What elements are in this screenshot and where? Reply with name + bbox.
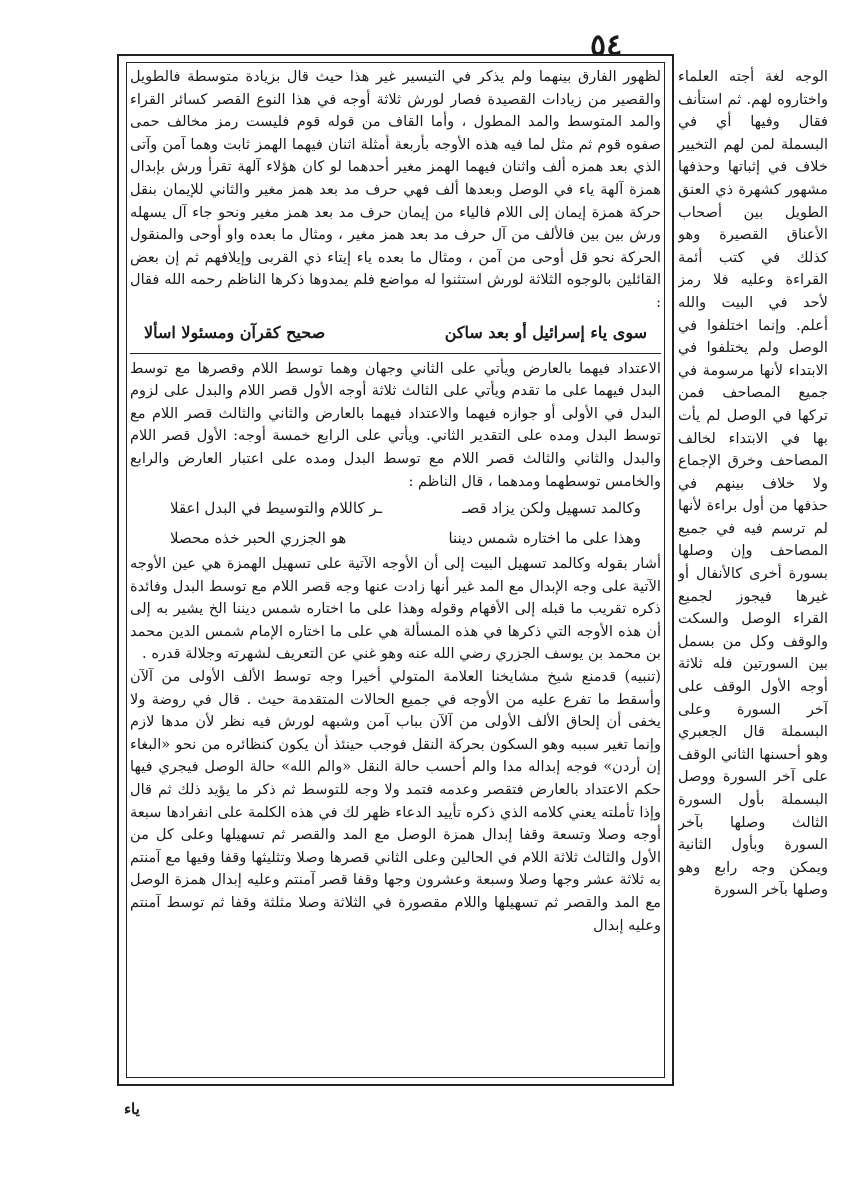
main-text-column [130,66,661,1074]
verse-hemistich-first: سوى ياء إسرائيل أو بعد ساكن [444,322,647,342]
couplet-2-first: وهذا على ما اختاره شمس ديننا [448,529,641,548]
main-paragraph-3: أشار بقوله وكالمد تسهيل البيت إلى أن الأوجه الآتية على تسهيل الهمزة هي عين الأوجه الآتية على وجه الإبدال مع المد غير أنها زادت عنها وجه قصر اللام مع توسط البدل وفائدة ذكره تقريب ما قبله إلى الأفهام وقوله وهذا على ما اختاره شمس ديننا الخ يشير به إلى أن هذه الأوجه التي ذكرها في هذه المسألة هي على ما اختاره الإمام شمس الدين محمد بن محمد بن يوسف الجزري رضي الله عنه وهو غني عن التعريف لشهرته وجلالة قدره . [130,555,661,663]
verse-line [130,315,661,349]
section-divider [130,353,661,354]
verse-hemistich-second: صحيح كقرآن ومسئولا اسألا [144,322,326,342]
main-paragraph-2: الاعتداد فيهما بالعارض ويأتي على الثاني وجهان وهما توسط اللام وقصرها مع توسط البدل فيهما على ما تقدم ويأتي على الثالث ثلاثة أوجه الأول قصر اللام والبدل على لزوم البدل في الأولى أو جوازه فيهما والاعتداد فيهما بالعارض والثاني والثالث قصر اللام مع توسط البدل ومده على التقدير الثاني. ويأتي على الرابع خمسة أوجه: الأول قصر اللام والبدل والثاني والثالث قصر اللام مع توسط البدل ومده على اعتبار العارض والرابع والخامس توسطهما ومدهما ، قال الناظم : [130,359,661,490]
margin-commentary-text: الوجه لغة أجته العلماء واختاروه لهم. ثم استأنف فقال وفيها أي في البسملة لمن لهم التخيير خلاف في إثباتها وحذفها مشهور كشهرة ذي العنق الطويل بين أصحاب الأعناق القصيرة وهو كذلك في كتب أئمة القراءة وعليه فلا رمز لأحد في البيت والله أعلم. وإنما اختلفوا في الوصل ولم يختلفوا في الابتداء لأنها مرسومة في جميع المصاحف فمن تركها في الوصل لم يأت بها في الابتداء لخالف المصاحف وخرق الإجماع ولا خلاف بينهم في حذفها من أول براءة لأنها لم ترسم فيه في جميع المصاحف وإن وصلها بسورة أخرى كالأنفال أو غيرها فيجوز لجميع القراء الوصل والسكت والوقف وكل من بسمل بين السورتين فله ثلاثة أوجه الأول الوقف على آخر السورة وعلى البسملة قال الجعبري وهو أحسنها الثاني الوقف على آخر السورة ووصل البسملة بأول السورة الثالث وصلها بآخر السورة وبأول الثانية ويمكن وجه رابع وهو وصلها بآخر السورة [678,68,828,899]
page-number: ٥٤ [590,28,623,63]
couplet-line-1 [130,493,661,523]
couplet-line-2 [130,523,661,553]
main-paragraph-4: (تنبيه) قدمنع شيخ مشايخنا العلامة المتولي أخيرا وجه توسط الألف الأولى من آلآن وأسقط ما تفرع عليه من الأوجه في جميع الحالات المتقدمة حيث . قال في روضة ولا يخفى أن إلحاق الألف الأولى من آلآن بباب آمن وشبهه لورش فيه نظر لأن مدها لازم وإنما تغير سببه وهو السكون بحركة النقل فوجب حينئذ أن يكون كنظائره من نحو «البغاء إن أردن» فوجه إبداله مدا والم أحسب حالة النقل «والم الله» حالة الوصل فيجري فيها حكم الاعتداد بالعارض فتقصر وعدمه فتمد ولا وجه للتوسط ثم ذكر ما يؤيد ذلك ثم قال وإذا تأملته يعني كلامه الذي ذكره تأييد الدعاء ظهر لك في هذه الكلمة على انفرادها سبعة أوجه وصلا وتسعة وقفا إبدال همزة الوصل مع المد والقصر ثم تسهيلها وعلى كل من الأول والثالث ثلاثة اللام في الحالين وعلى الثاني قصرها وصلا وتثليثها وقفا وفيها مع آمنتم به ثلاثة عشر وجها وصلا وسبعة وعشرون وجها وقفا قصر آمنتم وعليه إبدال همزة الوصل مع المد والقصر ثم تسهيلها واللام مقصورة في الثلاثة وصلا مثلثة وقفا ثم توسط آمنتم وعليه إبدال [130,668,661,934]
main-paragraph-1: لظهور الفارق بينهما ولم يذكر في التيسير غير هذا حيث قال بزيادة متوسطة فالطويل والقصير من زيادات القصيدة فصار لورش ثلاثة أوجه في هذا النوع القصر كسائر القراء والمد المتوسط والمد المطول ، وأما القاف من قوله قوم فليست رمز مخالف حمى صفوه قوم ثم مثل لما فيه هذه الأوجه بأربعة أمثلة اثنان فيهما الهمز ثابت وهما آمن وآتى الذي بعد همزه ألف واثنان فيهما الهمز مغير أحدهما لو كان هؤلاء آلهة تقرأ ورش بإبدال همزة آلهة ياء في الوصل وبعدها ألف فهي حرف مد بعد همز مغير والثاني للإيمان بنقل حركة همزة إيمان إلى اللام فالياء من إيمان حرف مد بعد همز مغير ونحو جاء آل يسهله ورش بين بين فالألف من آل حرف مد بعد همز مغير ، ومثال ما بعده واو أوحى والمنقول الحركة نحو قل أوحى من آمن ، ومثال ما بعده ياء إيتاء ذي القربى وإيلافهم ثم إن بعض القائلين بالوجوه الثلاثة لورش استثنوا له مواضع فلم يمدوها ذكرها الناظم رحمه الله فقال : [130,68,661,311]
couplet-2-second: هو الجزري الحبر خذه محصلا [170,529,347,548]
couplet-1-second: ـر كاللام والتوسيط في البدل اعقلا [170,499,382,518]
margin-commentary-column [678,66,828,1074]
catchword: ياء [124,1100,140,1118]
couplet-1-first: وكالمد تسهيل ولكن يزاد قصـ [462,499,641,518]
